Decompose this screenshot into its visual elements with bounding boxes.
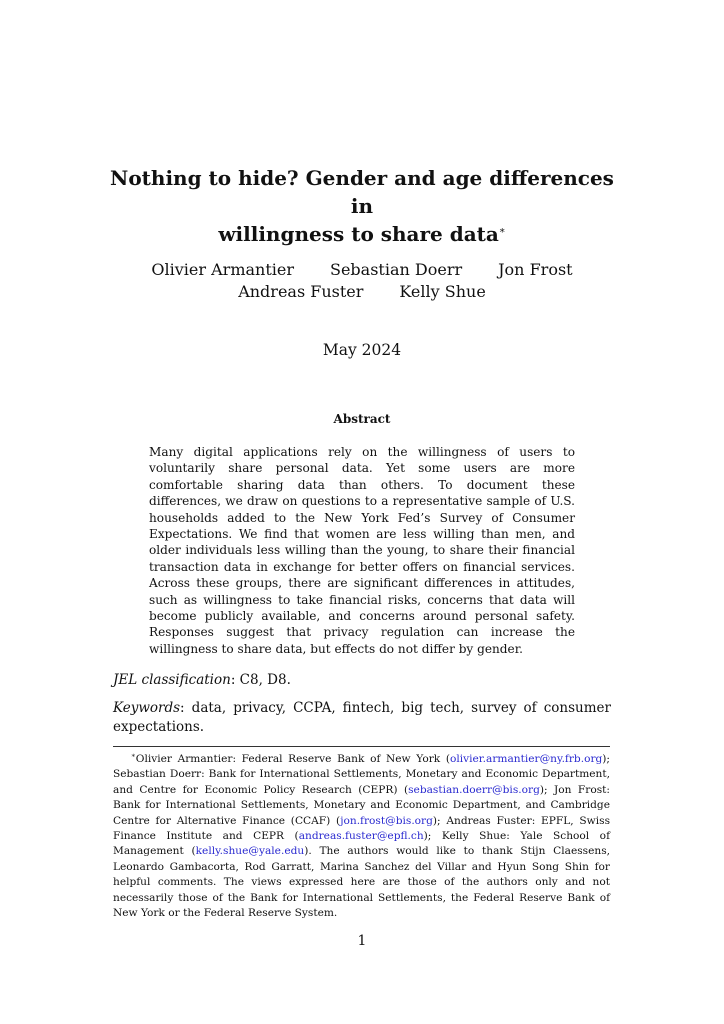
email-link-doerr[interactable]: sebastian.doerr@bis.org: [408, 783, 540, 796]
author-name: Jon Frost: [498, 260, 573, 279]
jel-label: JEL classification: [113, 672, 231, 688]
footnote-marker: ∗: [131, 751, 136, 760]
footnote-text: ); Kelly Shue: Yale School of Management (: [113, 830, 610, 858]
abstract-heading: Abstract: [333, 412, 391, 426]
footnote-text: ); Andreas Fuster: EPFL, Swiss Finance Institute and CEPR (: [113, 814, 611, 843]
footnote-text: ); Sebastian Doerr: Bank for International Settlements, Monetary and Economic Department, and Centre for Economic Policy Research (CEPR) (: [113, 753, 610, 796]
page-number: 1: [357, 933, 367, 949]
email-link-armantier[interactable]: olivier.armantier@ny.frb.org: [449, 753, 603, 765]
author-name: Andreas Fuster: [238, 282, 364, 301]
footnote-text: ); Jon Frost: Bank for International Settlements, Monetary and Economic Department, and Cambridge Centre for Alternative Finance (CCAF) (: [113, 783, 610, 827]
email-link-frost[interactable]: jon.frost@bis.org: [340, 814, 433, 827]
author-list: [100, 259, 624, 303]
footnote-text: Olivier Armantier: Federal Reserve Bank of New York (: [135, 753, 450, 765]
footnote-divider: [113, 746, 610, 747]
title-footnote-marker[interactable]: ∗: [498, 225, 506, 237]
jel-value: : C8, D8.: [230, 672, 291, 688]
author-row-1: [100, 259, 624, 281]
email-link-fuster[interactable]: andreas.fuster@epfl.ch: [298, 830, 424, 843]
email-link-shue[interactable]: kelly.shue@yale.edu: [195, 845, 305, 858]
jel-classification: [113, 671, 611, 690]
keywords-label: Keywords: [113, 700, 181, 716]
abstract-body: Many digital applications rely on the willingness of users to voluntarily share personal data. Yet some users are more comfortable sharing data than others. To document these differences, we draw on questions to a representative sample of U.S. households added to the New York Fed’s Survey of Consumer Expectations. We find that women are less willing than men, and older individuals less willing than the young, to share their financial transaction data in exchange for better offers on financial services. Across these groups, there are significant differences in attitudes, such as willingness to take financial risks, concerns that data will become publicly available, and concerns around personal safety. Responses suggest that privacy regulation can increase the willingness to share data, but effects do not differ by gender.: [149, 445, 575, 656]
title-line-1: Nothing to hide? Gender and age differences in: [110, 166, 614, 218]
title-line-2: [100, 220, 624, 248]
footnote: [113, 752, 610, 921]
keywords: [113, 699, 611, 737]
author-name: Sebastian Doerr: [330, 260, 463, 279]
title-line-2-text: willingness to share data: [218, 222, 499, 246]
publication-date: May 2024: [322, 341, 402, 359]
author-row-2: [100, 281, 624, 303]
keywords-value: : data, privacy, CCPA, fintech, big tech, survey of consumer expectations.: [113, 700, 611, 735]
footnote-text: ). The authors would like to thank Stijn Claessens, Leonardo Gambacorta, Rod Garratt, Marina Sanchez del Villar and Hyun Song Shin for helpful comments. The views expressed here are those of the authors only and not necessarily those of the Bank for International Settlements, the Federal Reserve Bank of New York or the Federal Reserve System.: [113, 845, 611, 920]
author-name: Olivier Armantier: [151, 260, 294, 279]
author-name: Kelly Shue: [399, 282, 486, 301]
paper-title: [100, 164, 624, 248]
